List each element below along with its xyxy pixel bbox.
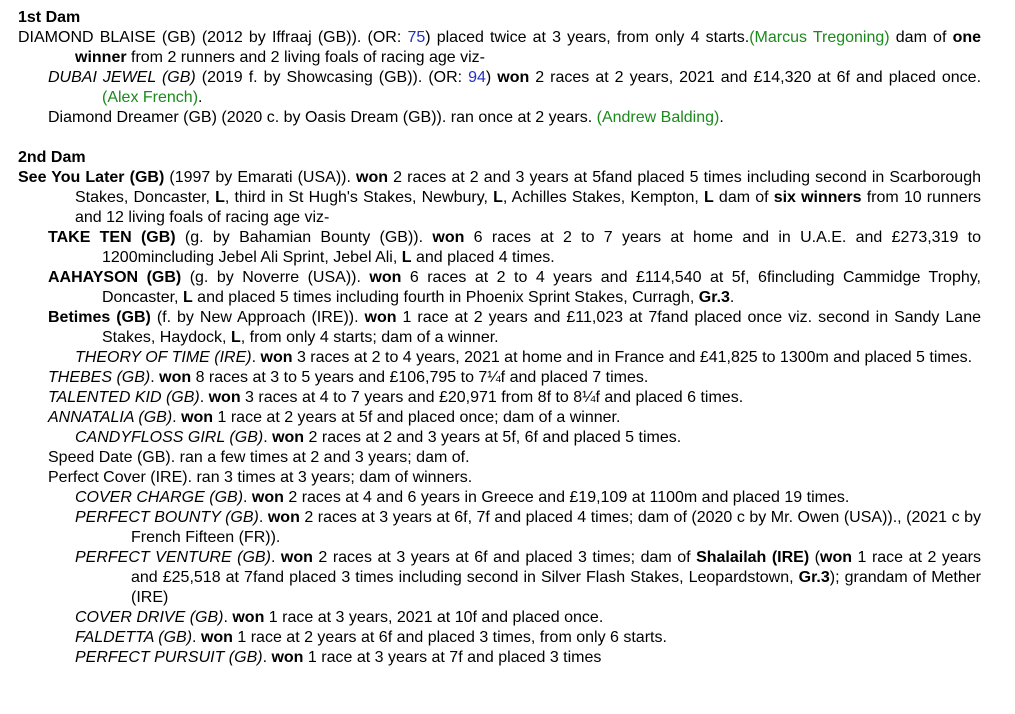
entry-text: L <box>493 189 503 206</box>
entry-text: and placed 5 times including fourth in Phoenix Sprint Stakes, Curragh, <box>192 289 699 306</box>
entry-text: 2 races at 2 and 3 years at 5fand placed 5 times including second in Scarborough Stakes, Doncaster, <box>75 169 982 206</box>
entry-text: TALENTED KID (GB) <box>48 389 200 406</box>
entry-text: ); grandam of Mether (IRE) <box>131 569 981 606</box>
entry-text: 2 races at 3 years at 6f, 7f and placed 4 times; dam of (2020 c by Mr. Owen (USA))., (2021 c by French Fifteen (FR)). <box>131 509 982 546</box>
entry-text: 2 races at 2 and 3 years at 5f, 6f and placed 5 times. <box>304 429 682 446</box>
entry-text: L <box>230 329 241 346</box>
entry-text: THEBES (GB) <box>48 369 151 386</box>
entry-text: won <box>232 609 265 626</box>
entry-text: , Achilles Stakes, Kempton, <box>502 189 704 206</box>
entry-text: PERFECT PURSUIT (GB) <box>75 649 263 666</box>
entry-text: COVER CHARGE (GB) <box>75 489 244 506</box>
pedigree-entry <box>18 408 981 428</box>
entry-text: CANDYFLOSS GIRL (GB) <box>75 429 264 446</box>
trainer-name: (Marcus Tregoning) <box>749 29 890 46</box>
pedigree-entry <box>18 628 981 648</box>
entry-text: 8 races at 3 to 5 years and £106,795 to 7¼f and placed 7 times. <box>191 369 649 386</box>
entry-text: Gr.3 <box>698 289 730 306</box>
pedigree-entry <box>18 68 981 108</box>
entry-text: won <box>200 629 233 646</box>
entry-text: won <box>159 369 192 386</box>
entry-text: ) placed twice at 3 years, from only 4 starts. <box>425 29 750 46</box>
pedigree-entry <box>18 508 981 548</box>
entry-text: won <box>260 349 293 366</box>
pedigree-entry <box>18 348 981 368</box>
entry-text: . <box>243 489 252 506</box>
entry-text: 1 race at 3 years, 2021 at 10f and placed once. <box>264 609 604 626</box>
entry-text: 2 races at 3 years at 6f and placed 3 times; dam of <box>312 549 697 566</box>
entry-text: won <box>208 389 241 406</box>
entry-text: . <box>270 549 281 566</box>
entry-text: won <box>267 509 300 526</box>
entry-text: six winners <box>773 189 862 206</box>
entry-text: 6 races at 2 to 4 years and £114,540 at 5f, 6fincluding Cammidge Trophy, Doncaster, <box>102 269 982 306</box>
entry-text: PERFECT BOUNTY (GB) <box>75 509 259 526</box>
entry-text: Shalailah (IRE) <box>696 549 810 566</box>
entry-text: from 2 runners and 2 living foals of racing age viz- <box>126 49 485 66</box>
entry-text: 1 race at 2 years at 5f and placed once; dam of a winner. <box>213 409 621 426</box>
entry-text: 1 race at 2 years at 6f and placed 3 times, from only 6 starts. <box>232 629 667 646</box>
section-heading: 2nd Dam <box>18 149 86 166</box>
entry-text: (f. by New Approach (IRE)). <box>150 309 365 326</box>
entry-text: . <box>719 109 724 126</box>
entry-text: ANNATALIA (GB) <box>48 409 173 426</box>
entry-text: 2 races at 4 and 6 years in Greece and £19,109 at 1100m and placed 19 times. <box>283 489 850 506</box>
entry-text: (2019 f. by Showcasing (GB)). (OR: <box>195 69 469 86</box>
entry-text: . <box>172 409 182 426</box>
entry-text: 2 races at 2 years, 2021 and £14,320 at 6f and placed once. <box>529 69 982 86</box>
entry-text: L <box>704 189 714 206</box>
entry-text: L <box>401 249 412 266</box>
entry-text: . <box>729 289 735 306</box>
entry-text: (g. by Noverre (USA)). <box>181 269 370 286</box>
entry-text: won <box>364 309 397 326</box>
pedigree-entry <box>18 388 981 408</box>
entry-text: . <box>251 349 261 366</box>
entry-text: won <box>356 169 389 186</box>
entry-text: dam of <box>713 189 774 206</box>
entry-text: won <box>497 69 530 86</box>
entry-text: L <box>215 189 225 206</box>
entry-text: DIAMOND BLAISE (GB) (2012 by Iffraaj (GB)). (OR: <box>18 29 408 46</box>
pedigree-entry <box>18 448 981 468</box>
pedigree-entry <box>18 108 981 128</box>
entry-text: won <box>272 429 305 446</box>
entry-text: 1 race at 3 years at 7f and placed 3 times <box>303 649 602 666</box>
entry-text: won <box>181 409 214 426</box>
entry-text: and placed 4 times. <box>411 249 555 266</box>
entry-text: one winner <box>75 29 982 66</box>
entry-text: 3 races at 4 to 7 years and £20,971 from 8f to 8¼f and placed 6 times. <box>240 389 744 406</box>
entry-text: , from only 4 starts; dam of a winner. <box>240 329 499 346</box>
entry-text: . <box>223 609 233 626</box>
entry-text: FALDETTA (GB) <box>75 629 193 646</box>
section-heading: 1st Dam <box>18 9 81 26</box>
entry-text: 1 race at 2 years and £11,023 at 7fand placed once viz. second in Sandy Lane Stakes, Haydock, <box>102 309 981 346</box>
entry-text: COVER DRIVE (GB) <box>75 609 224 626</box>
entry-text: ( <box>809 549 821 566</box>
entry-text: . <box>198 89 203 106</box>
entry-text: won <box>432 229 465 246</box>
entry-text: won <box>251 489 284 506</box>
entry-text: . <box>150 369 160 386</box>
entry-text: Perfect Cover (IRE). ran 3 times at 3 years; dam of winners. <box>48 469 473 486</box>
entry-text: . <box>262 649 272 666</box>
official-rating: 75 <box>407 29 426 46</box>
entry-text: . <box>199 389 209 406</box>
entry-text: . <box>258 509 268 526</box>
entry-text: 6 races at 2 to 7 years at home and in U.A.E. and £273,319 to 1200mincluding Jebel Ali Sprint, Jebel Ali, <box>102 229 981 266</box>
trainer-name: (Alex French) <box>102 89 199 106</box>
section-gap <box>18 128 981 148</box>
entry-text: TAKE TEN (GB) <box>48 229 176 246</box>
entry-text: L <box>182 289 193 306</box>
pedigree-entry <box>18 28 981 68</box>
entry-text: , third in St Hugh's Stakes, Newbury, <box>224 189 494 206</box>
entry-text: ) <box>485 69 498 86</box>
entry-text: Gr.3 <box>798 569 830 586</box>
pedigree-entry <box>18 488 981 508</box>
entry-text: won <box>280 549 313 566</box>
entry-text: Betimes (GB) <box>48 309 151 326</box>
official-rating: 94 <box>468 69 486 86</box>
pedigree-entry <box>18 428 981 448</box>
pedigree-entry <box>18 168 981 228</box>
entry-text: 1 race at 2 years and £25,518 at 7fand placed 3 times including second in Silver Flash Stakes, Leopardstown, <box>131 549 981 586</box>
pedigree-entry <box>18 468 981 488</box>
entry-text: See You Later (GB) <box>18 169 165 186</box>
entry-text: . <box>192 629 201 646</box>
pedigree-entry <box>18 608 981 628</box>
entry-text: won <box>271 649 304 666</box>
entry-text: (g. by Bahamian Bounty (GB)). <box>175 229 433 246</box>
pedigree-entry <box>18 308 981 348</box>
trainer-name: (Andrew Balding) <box>596 109 720 126</box>
pedigree-entry <box>18 548 981 608</box>
entry-text: dam of <box>889 29 953 46</box>
entry-text: PERFECT VENTURE (GB) <box>75 549 271 566</box>
entry-text: from 10 runners and 12 living foals of racing age viz- <box>75 189 982 226</box>
entry-text: THEORY OF TIME (IRE) <box>75 349 252 366</box>
pedigree-entry <box>18 268 981 308</box>
entry-text: won <box>369 269 402 286</box>
entry-text: AAHAYSON (GB) <box>48 269 182 286</box>
pedigree-entry <box>18 368 981 388</box>
entry-text: (1997 by Emarati (USA)). <box>164 169 357 186</box>
entry-text: . <box>263 429 273 446</box>
pedigree-entry <box>18 648 981 668</box>
pedigree-entry <box>18 228 981 268</box>
entry-text: 3 races at 2 to 4 years, 2021 at home and in France and £41,825 to 1300m and placed 5 times. <box>292 349 973 366</box>
entry-text: DUBAI JEWEL (GB) <box>48 69 196 86</box>
entry-text: Speed Date (GB). ran a few times at 2 and 3 years; dam of. <box>48 449 470 466</box>
entry-text: Diamond Dreamer (GB) (2020 c. by Oasis Dream (GB)). ran once at 2 years. <box>48 109 597 126</box>
entry-text: won <box>820 549 853 566</box>
